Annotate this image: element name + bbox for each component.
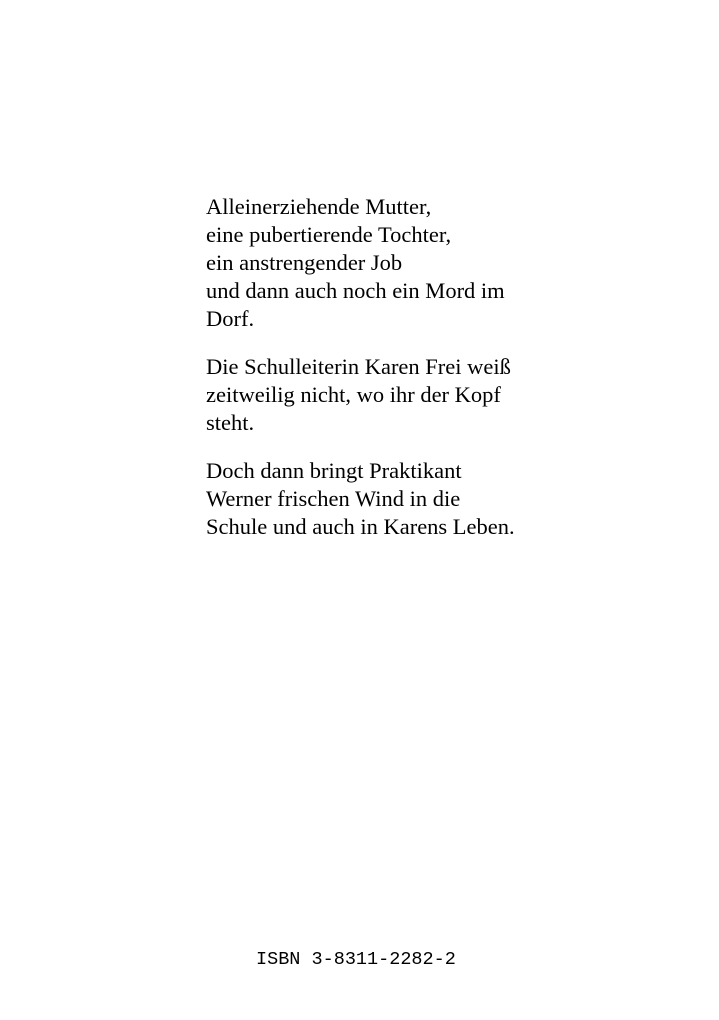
- blurb-line: und dann auch noch ein Mord im: [206, 278, 505, 303]
- blurb-paragraph-1: [206, 193, 566, 333]
- blurb-line: Doch dann bringt Praktikant: [206, 458, 462, 483]
- blurb-text: [206, 193, 566, 561]
- blurb-line: steht.: [206, 410, 255, 435]
- blurb-line: eine pubertierende Tochter,: [206, 222, 452, 247]
- blurb-paragraph-2: [206, 353, 566, 437]
- blurb-line: Werner frischen Wind in die: [206, 486, 461, 511]
- blurb-line: ein anstrengender Job: [206, 250, 403, 275]
- blurb-line: Die Schulleiterin Karen Frei weiß: [206, 354, 511, 379]
- blurb-line: Dorf.: [206, 306, 255, 331]
- blurb-line: zeitweilig nicht, wo ihr der Kopf: [206, 382, 501, 407]
- blurb-line: Alleinerziehende Mutter,: [206, 194, 432, 219]
- isbn-number: ISBN 3-8311-2282-2: [256, 949, 456, 970]
- blurb-line: Schule und auch in Karens Leben.: [206, 514, 515, 539]
- blurb-paragraph-3: [206, 457, 566, 541]
